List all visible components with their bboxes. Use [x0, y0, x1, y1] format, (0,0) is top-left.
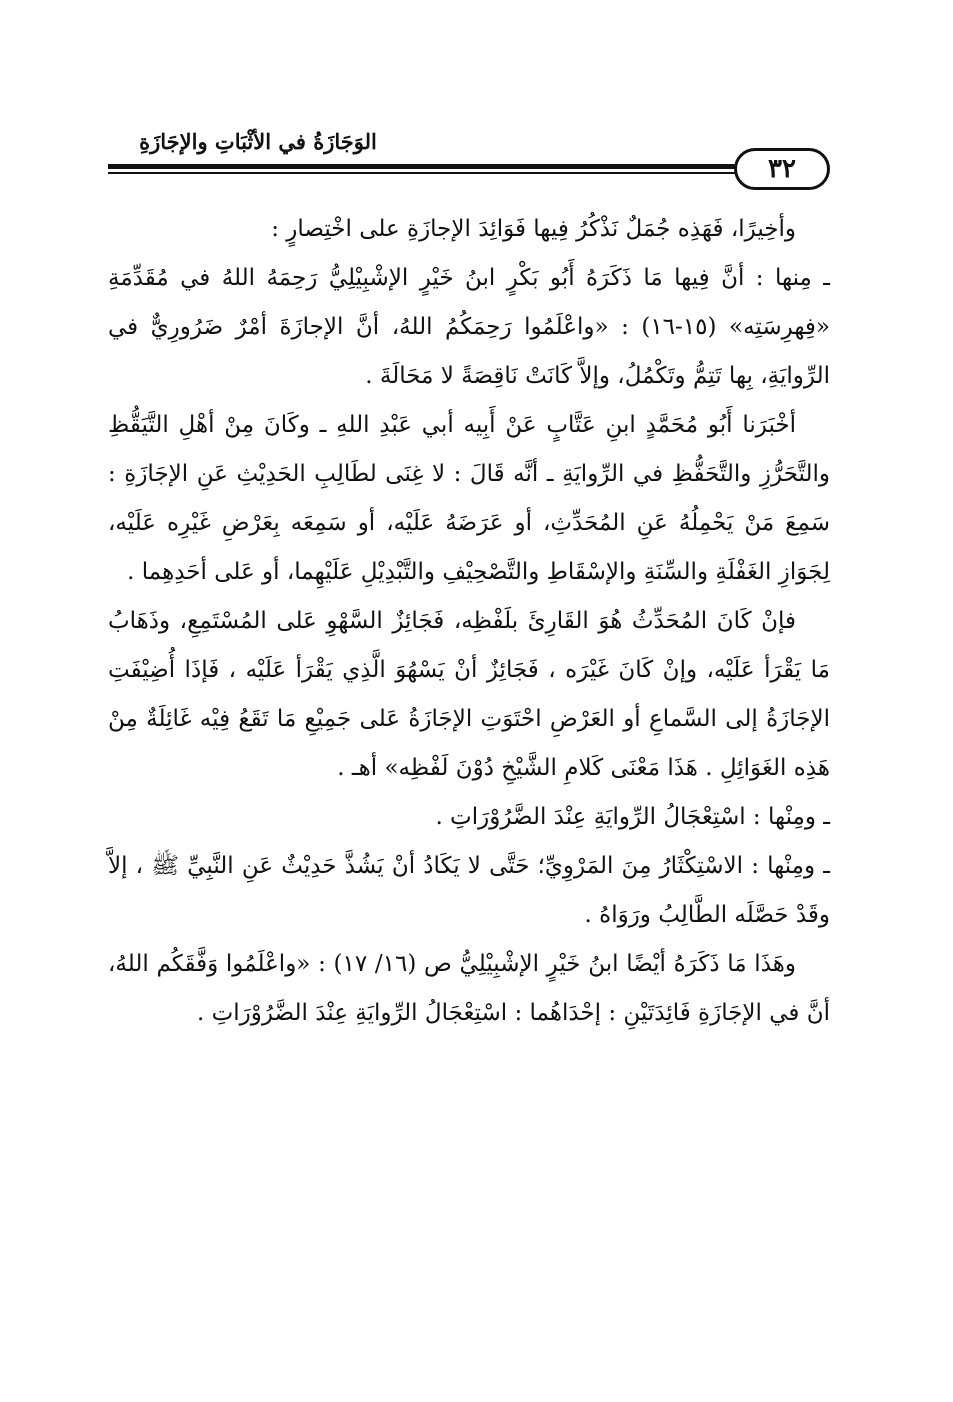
header-rule-thin — [108, 172, 748, 174]
paragraph-narration: أخْبَرَنا أَبُو مُحَمَّدٍ ابنِ عَتَّابٍ عَنْ أَبِيه أبي عَبْدِ اللهِ ـ وكَانَ مِنْ أهْلِ التَّيَقُّظِ والتَّحَرُّزِ والتَّحَفُّظِ في الرِّوايَةِ ـ أنَّه قَالَ : لا غِنَى لطَالِبِ الحَدِيْثِ عَنِ الإجَازَةِ : سَمِعَ مَنْ يَحْمِلُهُ عَنِ المُحَدِّثِ، أو عَرَضَهُ عَلَيْه، أو سَمِعَه بِعَرْضِ غَيْرِه عَلَيْه، لِجَوَازِ الغَفْلَةِ والسِّنَةِ والإسْقَاطِ والتَّصْحِيْفِ والتَّبْدِيْلِ عَلَيْهِما، أو عَلى أحَدِهِما . — [108, 412, 830, 585]
header-rule-thick — [108, 164, 748, 169]
running-header-title: الوَجَازَةُ في الأثْبَاتِ والإجَازَةِ — [139, 129, 377, 154]
page-body — [108, 205, 830, 1038]
page-header — [108, 120, 830, 194]
paragraph-benefit-3: ـ ومِنْها : الاسْتِكْثَارُ مِنَ المَرْوِيِّ؛ حَتَّى لا يَكَادُ أنْ يَشُذَّ حَدِيْثٌ عَنِ النَّبِيِّ ﷺ ، إلاَّ وقَدْ حَصَّلَه الطَّالِبُ ورَوَاهُ . — [108, 853, 830, 928]
paragraph-explanation: فإنْ كَانَ المُحَدِّثُ هُوَ القَارِئَ بلَفْظِه، فَجَائِزٌ السَّهْوِ عَلى المُسْتَمِعِ، وذَهَابُ مَا يَقْرَأ عَلَيْه، وإنْ كَانَ غَيْرَه ، فَجَائِزٌ أنْ يَسْهُوَ الَّذِي يَقْرَأ عَلَيْه ، فَإذَا أُضِيْفَتِ الإجَازَةُ إلى السَّماعِ أو العَرْضِ احْتَوَتِ الإجَازَةُ عَلى جَمِيْعِ مَا تَقَعُ فِيْه غَائِلَةٌ مِنْ هَذِه الغَوَائِلِ . هَذَا مَعْنَى كَلامِ الشَّيْخِ دُوْنَ لَفْظِه» أهـ . — [108, 608, 830, 781]
paragraph-benefit-1: ـ مِنها : أنَّ فِيها مَا ذَكَرَهُ أَبُو بَكْرٍ ابنُ خَيْرٍ الإشْبِيْلِيُّ رَحِمَهُ اللهُ في مُقَدِّمَةِ «فِهرِسَتِه» (١٥-١٦) : «واعْلَمُوا رَحِمَكُمُ اللهُ، أنَّ الإجازَةَ أمْرٌ ضَرُورِيٌّ في الرِّوايَةِ، بِها تَتِمُّ وتَكْمُلُ، وإلاَّ كَانَتْ نَاقِصَةً لا مَحَالَةَ . — [108, 265, 830, 389]
paragraph-benefit-2: ـ ومِنْها : اسْتِعْجَالُ الرِّوايَةِ عِنْدَ الضَّرُوْرَاتِ . — [435, 804, 830, 830]
paragraph-quote: وهَذَا مَا ذَكَرَهُ أيْضًا ابنُ خَيْرٍ الإشْبِيْلِيُّ ص (١٦/ ١٧) : «واعْلَمُوا وَفَّقَكُم اللهُ، أنَّ في الإجَازَةِ فَائِدَتَيْنِ : إحْدَاهُما : اسْتِعْجَالُ الرِّوايَةِ عِنْدَ الضَّرُوْرَاتِ . — [108, 951, 830, 1026]
paragraph-intro: وأخِيرًا، فَهَذِه جُمَلٌ نَذْكُرُ فِيها فَوَائِدَ الإجازَةِ على اخْتِصارٍ : — [271, 216, 796, 242]
page-number: ٣٢ — [734, 148, 830, 190]
